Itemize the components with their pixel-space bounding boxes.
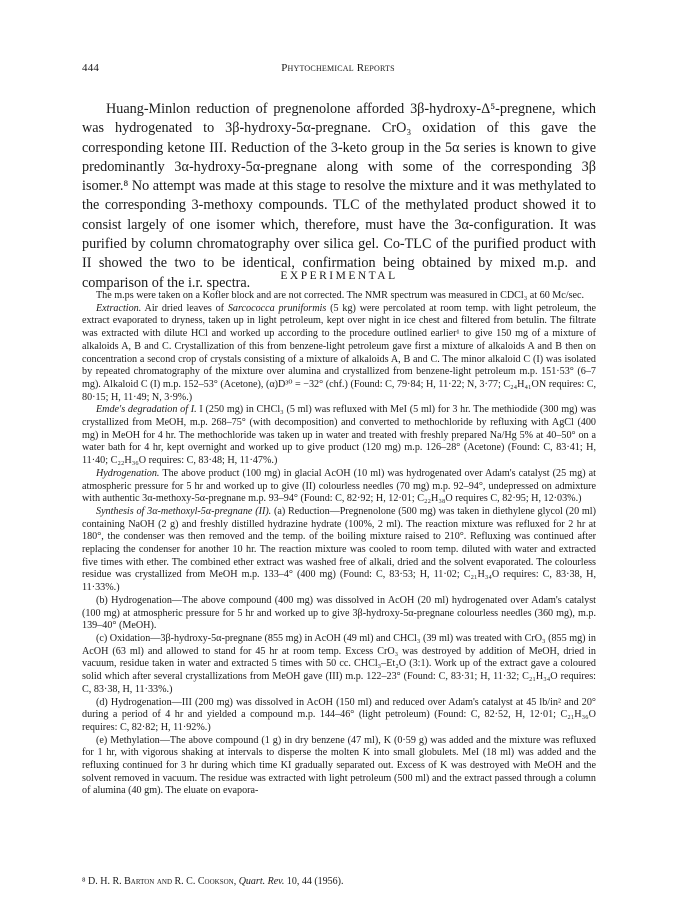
footnote-authors: D. H. R. Barton and R. C. Cookson, (88, 876, 237, 887)
exp-hydro-text: The above product (100 mg) in glacial AcOH (10 ml) was hydrogenated over Adam's catalyst (25 mg) at atmospheric pressure for 5 hr and worked up to give (II) colourless needles (70 mg) m.p. 92–94°, undepressed on admixture with authentic 3α-methoxy-5α-pregnane m.p. 93–94° (Found: C, 82·92; H, 12·01; C₂₂H₃₈O requires C, 82·95; H, 12·03%.) (82, 467, 596, 505)
experimental-section (82, 290, 596, 798)
footnote (82, 876, 596, 888)
exp-synthesis (82, 506, 596, 595)
exp-extraction-label: Extraction. (96, 302, 142, 314)
footnote-rest: 10, 44 (1956). (284, 876, 344, 887)
exp-step-b: (b) Hydrogenation—The above compound (400 mg) was dissolved in AcOH (20 ml) hydrogenated over Adam's catalyst (100 mg) at atmospheric pressure for 5 hr and worked up to give 3β-hydroxy-5α-pregnane colourless needles (360 mg), m.p. 139–40° (MeOH). (82, 594, 596, 632)
exp-extraction-rest: (5 kg) were percolated at room temp. with light petroleum, the extract evaporated to dryness, taken up in light petroleum, kept over night in ice chest and filtered from betulin. The filtrate was extracted with dilute HCl and worked up according to the procedure outlined earlier¹ to give 150 mg of a mixture of alkaloids A, B and C. Crystallization of this from benzene-light petroleum gave first a mixture of alkaloids A and B then on concentration a second crop of crystals consisting of a mixture of alkaloids A, B and C. The minor alkaloid C (I) was isolated by repeated chromatography of the mixture over alumina and crystallized from benzene-light petroleum m.p. 151·53° (6–7 mg). Alkaloid C (I) m.p. 152–53° (Acetone), (α)D³⁰ = −32° (chf.) (Found: C, 79·84; H, 11·22; N, 3·77; C₂₄H₄₁ON requires: C, 80·15; H, 11·49; N, 3·9%.) (82, 302, 596, 403)
journal-title: Phytochemical Reports (281, 62, 395, 74)
exp-hydrogenation (82, 468, 596, 506)
exp-step-e: (e) Methylation—The above compound (1 g) in dry benzene (47 ml), K (0·59 g) was added and the mixture was refluxed for 1 hr, with vigorous shaking at intervals to disperse the molten K into small globulets. MeI (18 ml) was added and the refluxing continued for 3 hr during which time KI gradually separated out. Excess of K was destroyed with MeOH and the solvent removed in vacuum. The residue was extracted with light petroleum (500 ml) and the extract passed through a column of alumina (40 gm). The eluate on evapora- (82, 734, 596, 797)
intro-text (82, 100, 596, 293)
intro-paragraph: Huang-Minlon reduction of pregnenolone afforded 3β-hydroxy-Δ⁵-pregnene, which was hydrogenated to 3β-hydroxy-5α-pregnane. CrO₃ oxidation of this gave the corresponding ketone III. Reduction of the 3-keto group in the 5α series is known to give predominantly 3α-hydroxy-5α-pregnane along with some of the corresponding 3β isomer.⁸ No attempt was made at this stage to resolve the mixture and it was methylated to the corresponding 3-methoxy compounds. TLC of the methylated product showed it to consist largely of one isomer which, therefore, must have the 3α-configuration. It was purified by column chromatography over silica gel. Co-TLC of the purified product with II showed the two to be identical, confirmation being obtained by mixed m.p. and comparison of the i.r. spectra. (82, 101, 596, 291)
exp-emde-label: Emde's degradation of I. (96, 404, 197, 416)
running-header (82, 62, 594, 78)
exp-extraction-text: Air dried leaves of (141, 302, 228, 314)
exp-hydro-label: Hydrogenation. (96, 467, 160, 479)
exp-step-c: (c) Oxidation—3β-hydroxy-5α-pregnane (855 mg) in AcOH (49 ml) and CHCl₃ (39 ml) was treated with CrO₃ (855 mg) in AcOH (63 ml) and allowed to stand for 45 hr at room temp. Excess CrO₃ was destroyed by addition of MeOH, dried in vacuum, residue taken in water and extracted 5 times with 50 cc. CHCl₃–Et₂O (3:1). Work up of the extract gave a coloured solid which after several crystallizations from MeOH gave (III) m.p. 122–23° (Found: C, 83·31; H, 11·32; C₂₁H₃₄O requires: C, 83·38, H, 11·33%.) (82, 632, 596, 695)
footnote-marker: ⁸ (82, 876, 86, 887)
exp-step-d: (d) Hydrogenation—III (200 mg) was dissolved in AcOH (150 ml) and reduced over Adam's catalyst at 45 lb/in² and 20° during a period of 4 hr and yielded a compound m.p. 144–46° (light petroleum) (Found: C, 82·52, H, 12·01; C₂₁H₃₆O requires: C, 82·82; H, 11·92%.) (82, 696, 596, 733)
exp-extraction (82, 303, 596, 405)
footnote-journal: Quart. Rev. (238, 876, 285, 887)
species-name: Sarcococca pruniformis (227, 302, 327, 314)
exp-emde-text: I (250 mg) in CHCl₃ (5 ml) was refluxed with MeI (5 ml) for 3 hr. The methiodide (300 mg) was crystallized from MeOH, m.p. 268–75° (with decomposition) and converted to methochloride by refluxing with AgCl (400 mg) in MeOH for 4 hr. The methochloride was taken up in water and treated with freshly prepared Na/Hg 5% at 40–50° on a water bath for 4 hr, kept overnight and worked up to give product (120 mg) m.p. 126–28° (Acetone) (Found: C, 83·41; H, 11·40; C₂₂H₃₆O requires: C, 83·48; H, 11·47%.) (82, 404, 596, 467)
exp-synth-label: Synthesis of 3α-methoxyl-5α-pregnane (II). (96, 505, 272, 517)
page-number: 444 (82, 62, 100, 74)
exp-synth-text: (a) Reduction—Pregnenolone (500 mg) was taken in diethylene glycol (20 ml) containing NaOH (2 g) and freshly distilled hydrazine hydrate (100%, 2 ml). The reaction mixture was refluxed for 2 hr at 180°, the condenser was then removed and the temp. of the boiling mixture raised to 210°. Refluxing was continued after replacing the condenser for another 10 hr. The reaction mixture was cooled to room temp. diluted with water and extracted five times with ether. The combined ether extract was washed free of alkali, dried and the solvent evaporated. The colourless residue was crystallized from MeOH m.p. 133–4° (400 mg) (Found: C, 83·53; H, 11·02; C₂₁H₃₄O requires: C, 83·38, H, 11·33%.) (82, 505, 596, 594)
section-title: EXPERIMENTAL (280, 270, 398, 282)
exp-emde (82, 404, 596, 468)
exp-general: The m.ps were taken on a Kofler block and are not corrected. The NMR spectrum was measured in CDCl₃ at 60 Mc/sec. (96, 290, 585, 301)
